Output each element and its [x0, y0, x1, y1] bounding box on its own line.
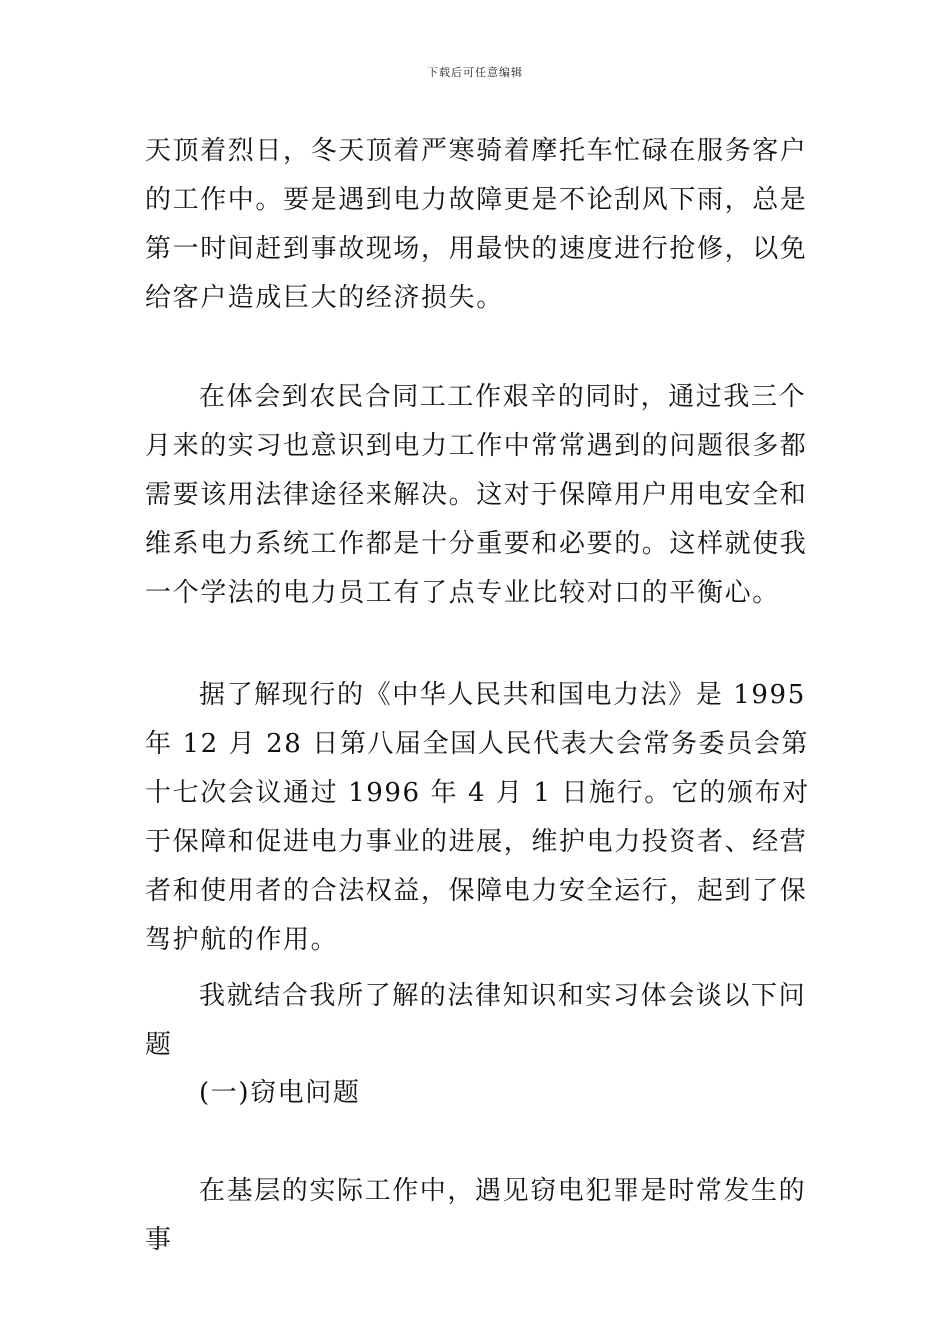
section-heading-theft: (一)窃电问题 — [199, 1078, 361, 1108]
paragraph-5: 在基层的实际工作中，遇见窃电犯罪是时常发生的事 — [145, 1176, 807, 1255]
paragraph-3: 据了解现行的《中华人民共和国电力法》是 1995 年 12 月 28 日第八届全国人民代表大会常务委员会第十七次会议通过 1996 年 4 月 1 日施行。它的颁布对于保障和促进电力事业的进展，维护电力投资者、经营者和使用者的合法权益，保障电力安全运行，起到了保驾护航的作用。 — [145, 680, 810, 955]
paragraph-1: 天顶着烈日，冬天顶着严寒骑着摩托车忙碌在服务客户的工作中。要是遇到电力故障更是不论刮风下雨，总是第一时间赶到事故现场，用最快的速度进行抢修，以免给客户造成巨大的经济损失。 — [145, 136, 808, 313]
paragraph-4: 我就结合我所了解的法律知识和实习体会谈以下问题 — [145, 981, 807, 1060]
paragraph-2: 在体会到农民合同工工作艰辛的同时，通过我三个月来的实习也意识到电力工作中常常遇到的问题很多都需要该用法律途径来解决。这对于保障用户用电安全和维系电力系统工作都是十分重要和必要的。这样就使我一个学法的电力员工有了点专业比较对口的平衡心。 — [145, 382, 808, 608]
page-header-note: 下载后可任意编辑 — [427, 66, 523, 79]
